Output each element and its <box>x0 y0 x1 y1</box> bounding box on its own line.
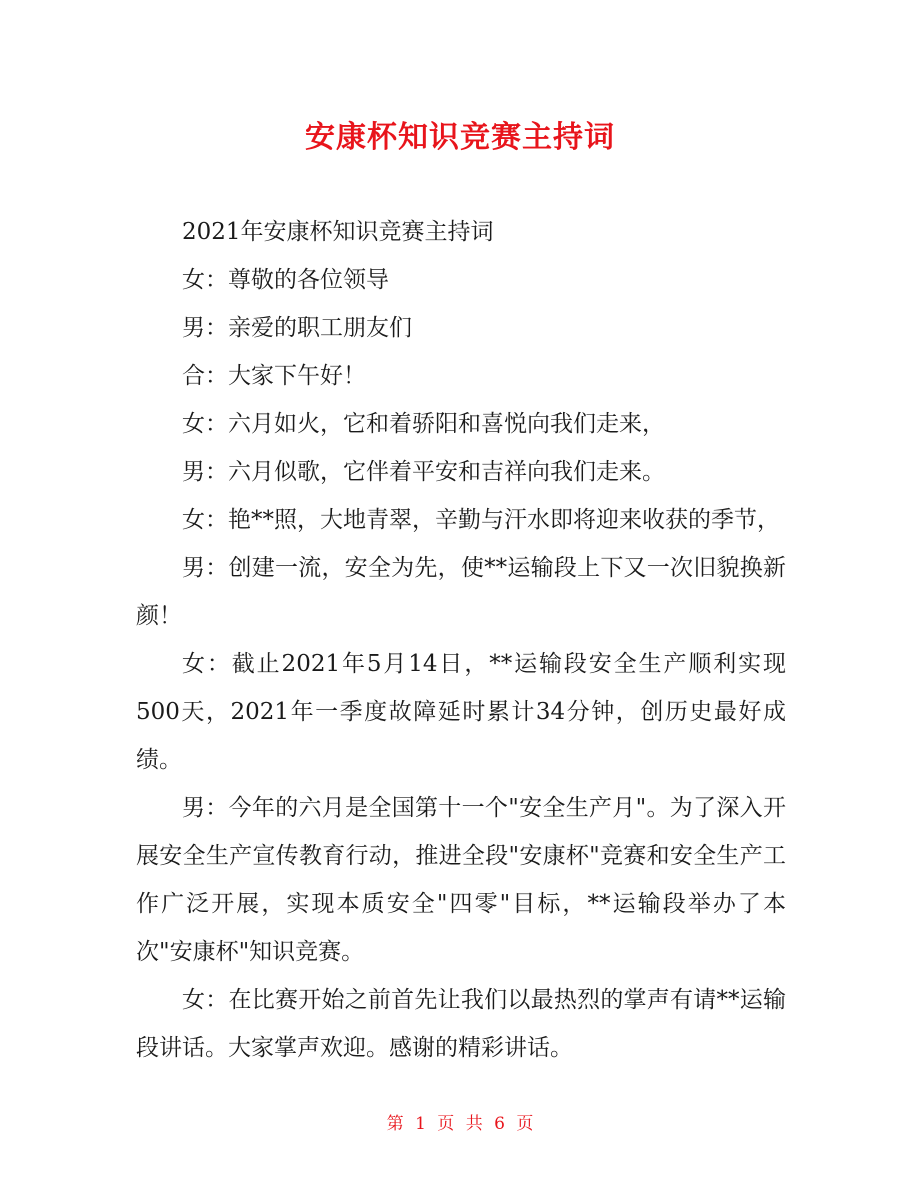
paragraph-line: 男：六月似歌，它伴着平安和吉祥向我们走来。 <box>182 459 665 485</box>
paragraph-line: 男：今年的六月是全国第十一个"安全生产月"。为了深入开展安全生产宣传教育行动，推进全段"安康杯"竞赛和安全生产工作广泛开展，实现本质安全"四零"目标，**运输段举办了本次"安康杯"知识竞赛。 <box>136 795 786 965</box>
paragraph-heading: 2021年安康杯知识竞赛主持词 <box>182 219 494 245</box>
paragraph-line: 女：六月如火，它和着骄阳和喜悦向我们走来， <box>182 411 665 437</box>
paragraph-line: 男：创建一流，安全为先，使**运输段上下又一次旧貌换新颜！ <box>136 555 786 629</box>
paragraph-line: 女：尊敬的各位领导 <box>182 267 389 293</box>
paragraph-line: 合：大家下午好！ <box>182 363 366 389</box>
paragraph-line: 女：截止2021年5月14日，**运输段安全生产顺利实现500天，2021年一季度故障延时累计34分钟，创历史最好成绩。 <box>136 651 786 773</box>
page-number-footer: 第 1 页 共 6 页 <box>386 1114 534 1134</box>
document-title: 安康杯知识竞赛主持词 <box>305 120 615 155</box>
document-body <box>136 208 786 1072</box>
paragraph-line: 男：亲爱的职工朋友们 <box>182 315 412 341</box>
paragraph-line: 女：在比赛开始之前首先让我们以最热烈的掌声有请**运输段讲话。大家掌声欢迎。感谢的精彩讲话。 <box>136 987 786 1061</box>
paragraph-line: 女：艳**照，大地青翠，辛勤与汗水即将迎来收获的季节， <box>182 507 780 533</box>
